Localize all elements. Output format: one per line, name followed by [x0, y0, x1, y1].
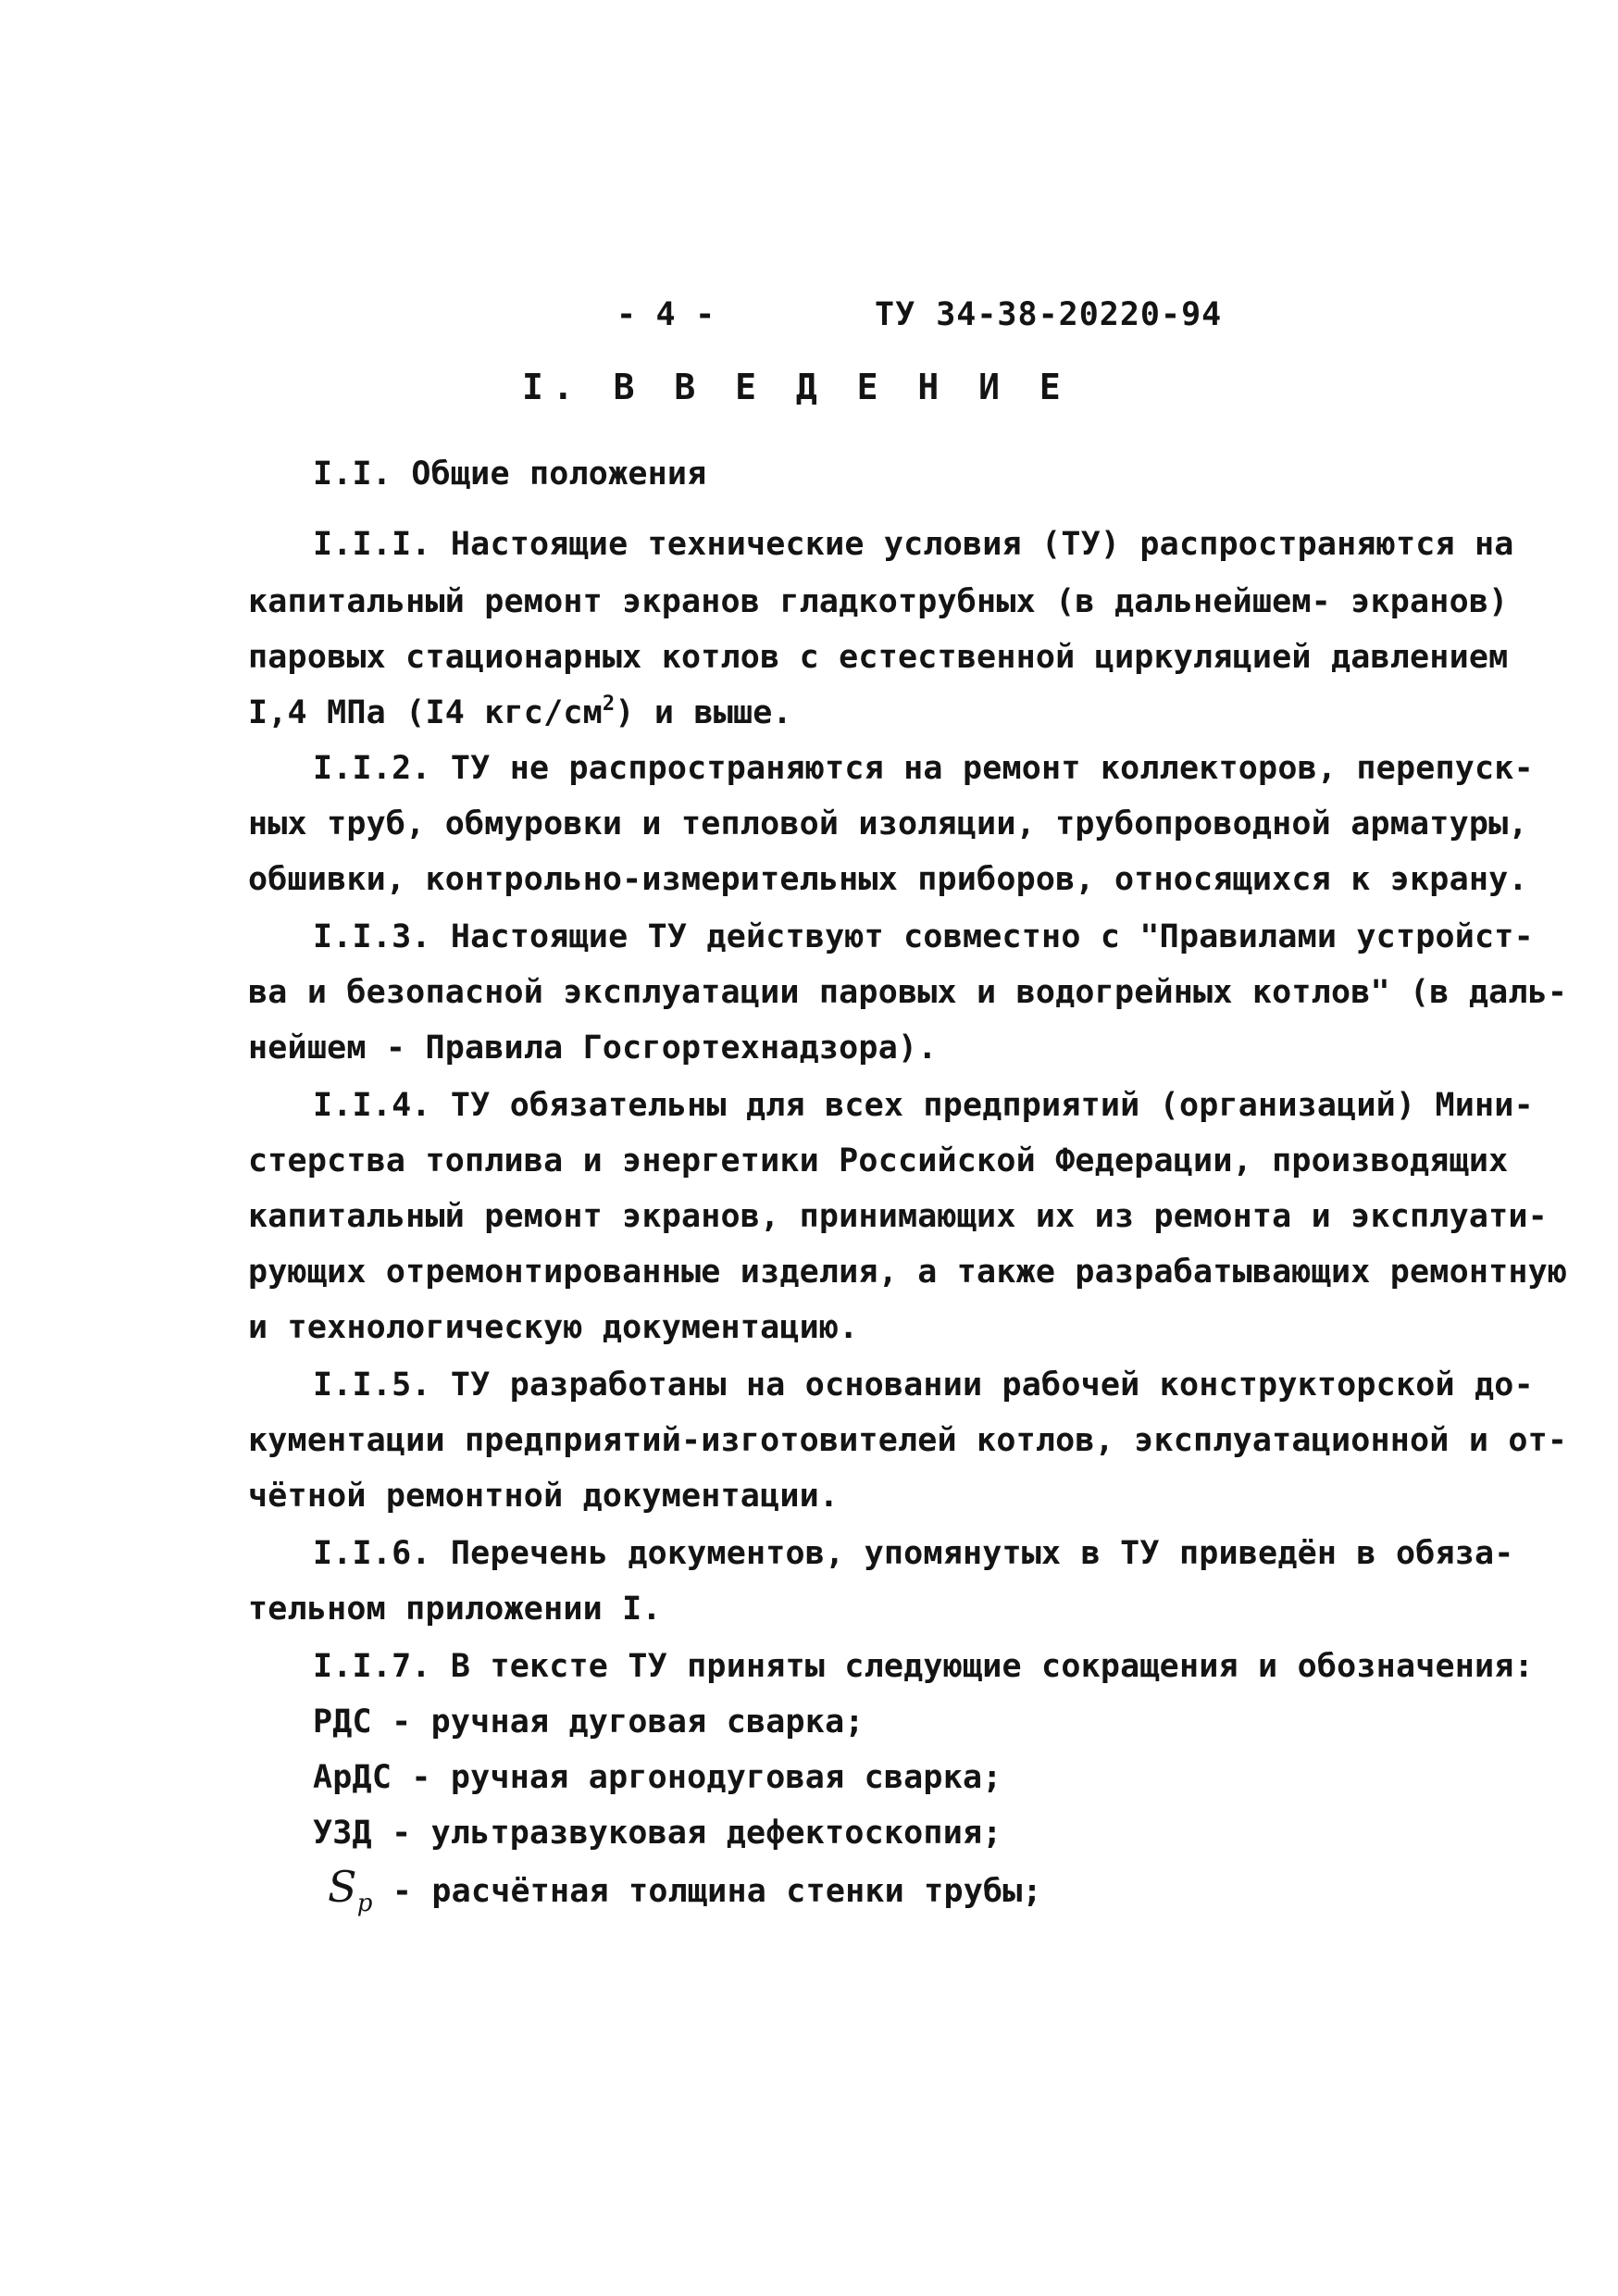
abbreviation-uzd: УЗД - ультразвуковая дефектоскопия; [313, 1815, 1002, 1852]
superscript-two: 2 [602, 693, 616, 716]
abbreviation-rds: РДС - ручная дуговая сварка; [313, 1703, 865, 1741]
sp-definition: - расчётная толщина стенки трубы; [372, 1873, 1042, 1910]
document-code: ТУ 34-38-20220-94 [875, 296, 1223, 333]
paragraph-4-line-4: рующих отремонтированные изделия, а также разрабатывающих ремонтную [248, 1254, 1568, 1291]
page-number: - 4 - [616, 296, 716, 333]
pressure-value: I,4 МПа (I4 кгс/см [248, 694, 603, 731]
paragraph-5-line-1: I.I.5. ТУ разработаны на основании рабочей конструкторской до- [313, 1366, 1534, 1404]
paragraph-1-line-2: капитальный ремонт экранов гладкотрубных (в дальнейшем- экранов) [248, 583, 1509, 620]
paragraph-6-line-2: тельном приложении I. [248, 1591, 662, 1628]
sp-subscript: р [356, 1890, 373, 1917]
paragraph-7-line-1: I.I.7. В тексте ТУ приняты следующие сокращения и обозначения: [313, 1648, 1534, 1685]
subsection-title: I.I. Общие положения [313, 455, 707, 493]
paragraph-2-line-3: обшивки, контрольно-измерительных приборов, относящихся к экрану. [248, 861, 1528, 898]
paragraph-2-line-2: ных труб, обмуровки и тепловой изоляции, трубопроводной арматуры, [248, 805, 1528, 842]
pressure-tail: ) и выше. [615, 694, 792, 731]
abbreviation-ards: АрДС - ручная аргонодуговая сварка; [313, 1759, 1002, 1796]
paragraph-1-line-1: I.I.I. Настоящие технические условия (ТУ) распространяются на [313, 526, 1514, 563]
paragraph-5-line-3: чётной ремонтной документации. [248, 1478, 840, 1515]
paragraph-3-line-3: нейшем - Правила Госгортехнадзора). [248, 1029, 938, 1067]
paragraph-4-line-2: стерства топлива и энергетики Российской Федерации, производящих [248, 1142, 1509, 1179]
paragraph-2-line-1: I.I.2. ТУ не распространяются на ремонт коллекторов, перепуск- [313, 750, 1534, 787]
paragraph-5-line-2: кументации предприятий-изготовителей котлов, эксплуатационной и от- [248, 1422, 1568, 1459]
paragraph-6-line-1: I.I.6. Перечень документов, упомянутых в ТУ приведён в обяза- [313, 1535, 1514, 1572]
paragraph-1-line-3: паровых стационарных котлов с естественной циркуляцией давлением [248, 639, 1509, 676]
section-title: I. В В Е Д Е Н И Е [522, 367, 1070, 407]
paragraph-4-line-5: и технологическую документацию. [248, 1309, 859, 1346]
sp-symbol: S [328, 1862, 357, 1912]
paragraph-3-line-2: ва и безопасной эксплуатации паровых и водогрейных котлов" (в даль- [248, 974, 1568, 1011]
paragraph-1-line-4 [248, 693, 792, 738]
paragraph-4-line-1: I.I.4. ТУ обязательны для всех предприятий (организаций) Мини- [313, 1087, 1534, 1124]
abbreviation-sp [328, 1862, 1042, 1917]
paragraph-4-line-3: капитальный ремонт экранов, принимающих их из ремонта и эксплуати- [248, 1198, 1548, 1235]
paragraph-3-line-1: I.I.3. Настоящие ТУ действуют совместно с "Правилами устройст- [313, 918, 1534, 955]
